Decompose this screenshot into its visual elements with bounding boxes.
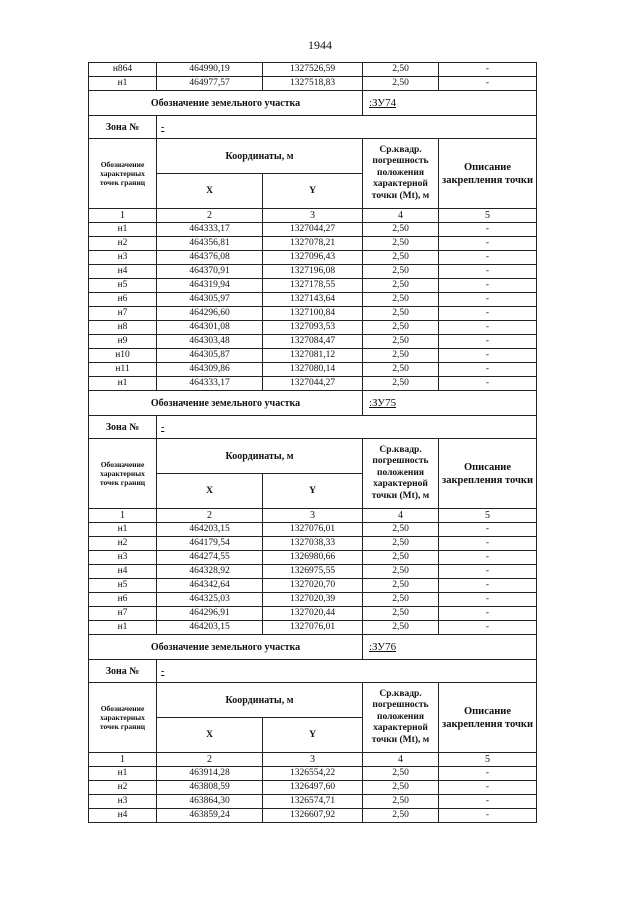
column-number: 4 (363, 509, 439, 523)
table-row (89, 335, 537, 349)
plot-designation-row (89, 391, 537, 416)
y-coordinate-cell: 1326574,71 (263, 795, 363, 809)
error-cell: 2,50 (363, 265, 439, 279)
description-cell: - (439, 265, 537, 279)
description-cell: - (439, 551, 537, 565)
x-header: X (157, 474, 263, 509)
table-row (89, 293, 537, 307)
point-id-cell: н1 (89, 767, 157, 781)
zone-label: Зона № (89, 416, 157, 439)
description-cell: - (439, 349, 537, 363)
y-coordinate-cell: 1327096,43 (263, 251, 363, 265)
point-id-cell: н9 (89, 335, 157, 349)
error-cell: 2,50 (363, 537, 439, 551)
page-number: 1944 (308, 38, 332, 52)
x-coordinate-cell: 464990,19 (157, 63, 263, 77)
point-id-cell: н3 (89, 551, 157, 565)
y-header: Y (263, 718, 363, 753)
zone-label: Зона № (89, 116, 157, 139)
column-numbers-row (89, 753, 537, 767)
x-coordinate-cell: 464319,94 (157, 279, 263, 293)
description-cell: - (439, 251, 537, 265)
description-cell: - (439, 363, 537, 377)
header-row (89, 683, 537, 718)
error-cell: 2,50 (363, 593, 439, 607)
column-number: 5 (439, 509, 537, 523)
column-number: 2 (157, 209, 263, 223)
column-number: 5 (439, 753, 537, 767)
point-id-cell: н7 (89, 307, 157, 321)
y-header: Y (263, 474, 363, 509)
description-cell: - (439, 607, 537, 621)
point-id-cell: н10 (89, 349, 157, 363)
description-cell: - (439, 335, 537, 349)
point-id-cell: н4 (89, 809, 157, 823)
table-row (89, 349, 537, 363)
table-row (89, 565, 537, 579)
column-number: 1 (89, 753, 157, 767)
table-row (89, 607, 537, 621)
plot-designation-label: Обозначение земельного участка (89, 391, 363, 416)
plot-id: :ЗУ75 (363, 391, 537, 416)
y-coordinate-cell: 1327044,27 (263, 223, 363, 237)
x-coordinate-cell: 464303,48 (157, 335, 263, 349)
column-number: 3 (263, 209, 363, 223)
error-header: Ср.квадр. погрешность положения характерной точки (Мt), м (363, 683, 439, 753)
description-cell: - (439, 77, 537, 91)
y-coordinate-cell: 1327020,70 (263, 579, 363, 593)
column-number: 2 (157, 753, 263, 767)
description-cell: - (439, 809, 537, 823)
x-coordinate-cell: 463808,59 (157, 781, 263, 795)
error-cell: 2,50 (363, 335, 439, 349)
zone-label: Зона № (89, 660, 157, 683)
description-cell: - (439, 621, 537, 635)
y-coordinate-cell: 1327100,84 (263, 307, 363, 321)
header-row (89, 439, 537, 474)
column-number: 5 (439, 209, 537, 223)
point-id-cell: н7 (89, 607, 157, 621)
point-id-cell: н864 (89, 63, 157, 77)
coordinates-header: Координаты, м (157, 683, 363, 718)
coordinates-header: Координаты, м (157, 439, 363, 474)
error-cell: 2,50 (363, 579, 439, 593)
points-header: Обозначение характерных точек границ (89, 683, 157, 753)
y-coordinate-cell: 1327078,21 (263, 237, 363, 251)
x-coordinate-cell: 464301,08 (157, 321, 263, 335)
error-cell: 2,50 (363, 565, 439, 579)
error-cell: 2,50 (363, 279, 439, 293)
point-id-cell: н2 (89, 781, 157, 795)
zone-row (89, 660, 537, 683)
error-cell: 2,50 (363, 237, 439, 251)
y-coordinate-cell: 1327038,33 (263, 537, 363, 551)
x-coordinate-cell: 464274,55 (157, 551, 263, 565)
description-cell: - (439, 537, 537, 551)
error-header: Ср.квадр. погрешность положения характерной точки (Мt), м (363, 139, 439, 209)
table-row (89, 537, 537, 551)
zone-row (89, 116, 537, 139)
description-header: Описание закрепления точки (439, 139, 537, 209)
error-cell: 2,50 (363, 377, 439, 391)
point-id-cell: н3 (89, 795, 157, 809)
column-number: 2 (157, 509, 263, 523)
plot-designation-label: Обозначение земельного участка (89, 635, 363, 660)
x-coordinate-cell: 464325,03 (157, 593, 263, 607)
plot-designation-row (89, 635, 537, 660)
x-coordinate-cell: 464296,91 (157, 607, 263, 621)
y-coordinate-cell: 1327196,08 (263, 265, 363, 279)
y-coordinate-cell: 1326554,22 (263, 767, 363, 781)
column-number: 3 (263, 753, 363, 767)
error-cell: 2,50 (363, 63, 439, 77)
column-numbers-row (89, 209, 537, 223)
description-cell: - (439, 523, 537, 537)
y-coordinate-cell: 1327526,59 (263, 63, 363, 77)
point-id-cell: н1 (89, 523, 157, 537)
point-id-cell: н2 (89, 237, 157, 251)
error-cell: 2,50 (363, 321, 439, 335)
x-coordinate-cell: 463914,28 (157, 767, 263, 781)
plot-designation-row (89, 91, 537, 116)
error-cell: 2,50 (363, 621, 439, 635)
y-coordinate-cell: 1327178,55 (263, 279, 363, 293)
column-number: 4 (363, 209, 439, 223)
table-row (89, 77, 537, 91)
x-header: X (157, 718, 263, 753)
description-cell: - (439, 781, 537, 795)
x-coordinate-cell: 464370,91 (157, 265, 263, 279)
table-row (89, 551, 537, 565)
table-row (89, 579, 537, 593)
x-coordinate-cell: 464305,97 (157, 293, 263, 307)
table-row (89, 809, 537, 823)
error-cell: 2,50 (363, 795, 439, 809)
x-coordinate-cell: 464309,86 (157, 363, 263, 377)
error-cell: 2,50 (363, 781, 439, 795)
error-cell: 2,50 (363, 349, 439, 363)
point-id-cell: н1 (89, 223, 157, 237)
description-cell: - (439, 565, 537, 579)
point-id-cell: н4 (89, 565, 157, 579)
y-coordinate-cell: 1327518,83 (263, 77, 363, 91)
y-coordinate-cell: 1326497,60 (263, 781, 363, 795)
table-row (89, 795, 537, 809)
x-coordinate-cell: 464333,17 (157, 377, 263, 391)
zone-value: - (157, 416, 537, 439)
y-coordinate-cell: 1327076,01 (263, 621, 363, 635)
x-header: X (157, 174, 263, 209)
coordinates-document (88, 62, 536, 823)
table-row (89, 321, 537, 335)
point-id-cell: н4 (89, 265, 157, 279)
table-row (89, 279, 537, 293)
points-header: Обозначение характерных точек границ (89, 139, 157, 209)
x-coordinate-cell: 464342,64 (157, 579, 263, 593)
table-row (89, 621, 537, 635)
description-cell: - (439, 795, 537, 809)
description-cell: - (439, 579, 537, 593)
description-header: Описание закрепления точки (439, 439, 537, 509)
y-coordinate-cell: 1327076,01 (263, 523, 363, 537)
point-id-cell: н11 (89, 363, 157, 377)
error-cell: 2,50 (363, 293, 439, 307)
plot-id: :ЗУ74 (363, 91, 537, 116)
table-row (89, 363, 537, 377)
plot-id: :ЗУ76 (363, 635, 537, 660)
x-coordinate-cell: 464333,17 (157, 223, 263, 237)
description-cell: - (439, 63, 537, 77)
point-id-cell: н5 (89, 579, 157, 593)
point-id-cell: н3 (89, 251, 157, 265)
table-row (89, 523, 537, 537)
column-number: 3 (263, 509, 363, 523)
plot-designation-label: Обозначение земельного участка (89, 91, 363, 116)
zone-value: - (157, 660, 537, 683)
x-coordinate-cell: 464203,15 (157, 523, 263, 537)
description-cell: - (439, 767, 537, 781)
coordinates-header: Координаты, м (157, 139, 363, 174)
column-number: 1 (89, 209, 157, 223)
description-cell: - (439, 237, 537, 251)
description-cell: - (439, 321, 537, 335)
column-number: 4 (363, 753, 439, 767)
error-cell: 2,50 (363, 223, 439, 237)
error-cell: 2,50 (363, 767, 439, 781)
x-coordinate-cell: 463859,24 (157, 809, 263, 823)
coordinates-table (88, 62, 537, 823)
description-header: Описание закрепления точки (439, 683, 537, 753)
table-row (89, 251, 537, 265)
y-coordinate-cell: 1327020,39 (263, 593, 363, 607)
description-cell: - (439, 223, 537, 237)
x-coordinate-cell: 464203,15 (157, 621, 263, 635)
x-coordinate-cell: 464179,54 (157, 537, 263, 551)
y-coordinate-cell: 1326975,55 (263, 565, 363, 579)
table-row (89, 265, 537, 279)
table-row (89, 63, 537, 77)
y-header: Y (263, 174, 363, 209)
description-cell: - (439, 593, 537, 607)
error-cell: 2,50 (363, 251, 439, 265)
description-cell: - (439, 293, 537, 307)
description-cell: - (439, 377, 537, 391)
x-coordinate-cell: 464296,60 (157, 307, 263, 321)
column-number: 1 (89, 509, 157, 523)
error-cell: 2,50 (363, 363, 439, 377)
table-row (89, 223, 537, 237)
header-row (89, 139, 537, 174)
point-id-cell: н2 (89, 537, 157, 551)
error-cell: 2,50 (363, 607, 439, 621)
error-cell: 2,50 (363, 77, 439, 91)
zone-value: - (157, 116, 537, 139)
y-coordinate-cell: 1327020,44 (263, 607, 363, 621)
x-coordinate-cell: 464376,08 (157, 251, 263, 265)
table-row (89, 781, 537, 795)
error-header: Ср.квадр. погрешность положения характерной точки (Мt), м (363, 439, 439, 509)
table-row (89, 237, 537, 251)
x-coordinate-cell: 464328,92 (157, 565, 263, 579)
error-cell: 2,50 (363, 307, 439, 321)
y-coordinate-cell: 1327044,27 (263, 377, 363, 391)
x-coordinate-cell: 464356,81 (157, 237, 263, 251)
column-numbers-row (89, 509, 537, 523)
y-coordinate-cell: 1327093,53 (263, 321, 363, 335)
point-id-cell: н1 (89, 377, 157, 391)
point-id-cell: н8 (89, 321, 157, 335)
table-row (89, 593, 537, 607)
x-coordinate-cell: 464305,87 (157, 349, 263, 363)
table-row (89, 377, 537, 391)
y-coordinate-cell: 1327081,12 (263, 349, 363, 363)
description-cell: - (439, 307, 537, 321)
point-id-cell: н1 (89, 77, 157, 91)
table-row (89, 307, 537, 321)
y-coordinate-cell: 1327143,64 (263, 293, 363, 307)
x-coordinate-cell: 464977,57 (157, 77, 263, 91)
point-id-cell: н6 (89, 593, 157, 607)
error-cell: 2,50 (363, 809, 439, 823)
error-cell: 2,50 (363, 523, 439, 537)
description-cell: - (439, 279, 537, 293)
y-coordinate-cell: 1327080,14 (263, 363, 363, 377)
zone-row (89, 416, 537, 439)
table-row (89, 767, 537, 781)
point-id-cell: н6 (89, 293, 157, 307)
y-coordinate-cell: 1327084,47 (263, 335, 363, 349)
point-id-cell: н1 (89, 621, 157, 635)
y-coordinate-cell: 1326607,92 (263, 809, 363, 823)
y-coordinate-cell: 1326980,66 (263, 551, 363, 565)
point-id-cell: н5 (89, 279, 157, 293)
points-header: Обозначение характерных точек границ (89, 439, 157, 509)
x-coordinate-cell: 463864,30 (157, 795, 263, 809)
error-cell: 2,50 (363, 551, 439, 565)
